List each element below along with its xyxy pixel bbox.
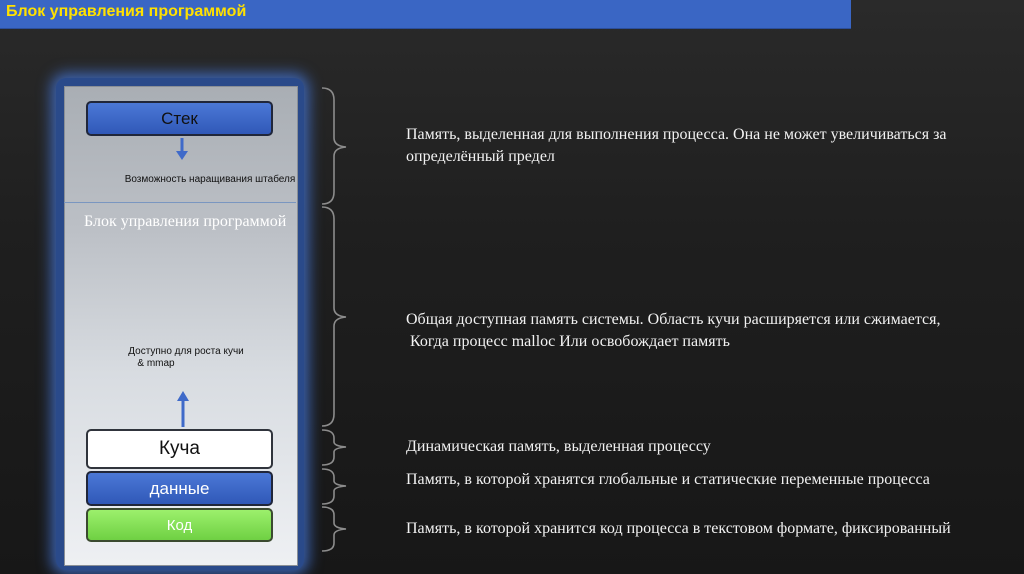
data-description: Память, в которой хранятся глобальные и статические переменные процесса (406, 471, 930, 488)
heap-growth-arrow-icon (177, 391, 189, 427)
stack-description (406, 124, 1024, 168)
stack-growth-arrow-icon (176, 138, 188, 160)
stack-growth-note: Возможность наращивания штабеля (124, 174, 296, 185)
heap-growth-note-line1: Доступно для роста кучи (128, 346, 244, 357)
free-memory-description-line1: Общая доступная память системы. Область кучи расширяется или сжимается, (406, 311, 941, 328)
page-title: Блок управления программой (6, 3, 247, 20)
brace-stack-icon (322, 88, 346, 204)
heap-description: Динамическая память, выделенная процессу (406, 438, 711, 455)
brace-heap-icon (322, 430, 346, 465)
code-label: Код (166, 516, 193, 534)
stack-description-line2: определённый предел (406, 148, 555, 165)
pcb-label: Блок управления программой (84, 213, 287, 230)
free-memory-description-line2: Когда процесс malloc Или освобождает память (406, 333, 730, 350)
stack-label: Стек (161, 108, 198, 128)
code-description: Память, в которой хранится код процесса в текстовом формате, фиксированный (406, 520, 951, 537)
brace-free-icon (322, 207, 346, 426)
brace-code-icon (322, 507, 346, 551)
heap-growth-note-line2: & mmap (137, 358, 175, 369)
heap-label: Куча (158, 438, 201, 459)
brace-data-icon (322, 469, 346, 504)
stack-description-line1: Память, выделенная для выполнения процесса. Она не может увеличиваться за (406, 126, 947, 143)
free-memory-description (406, 309, 1024, 353)
data-label: данные (149, 478, 210, 498)
